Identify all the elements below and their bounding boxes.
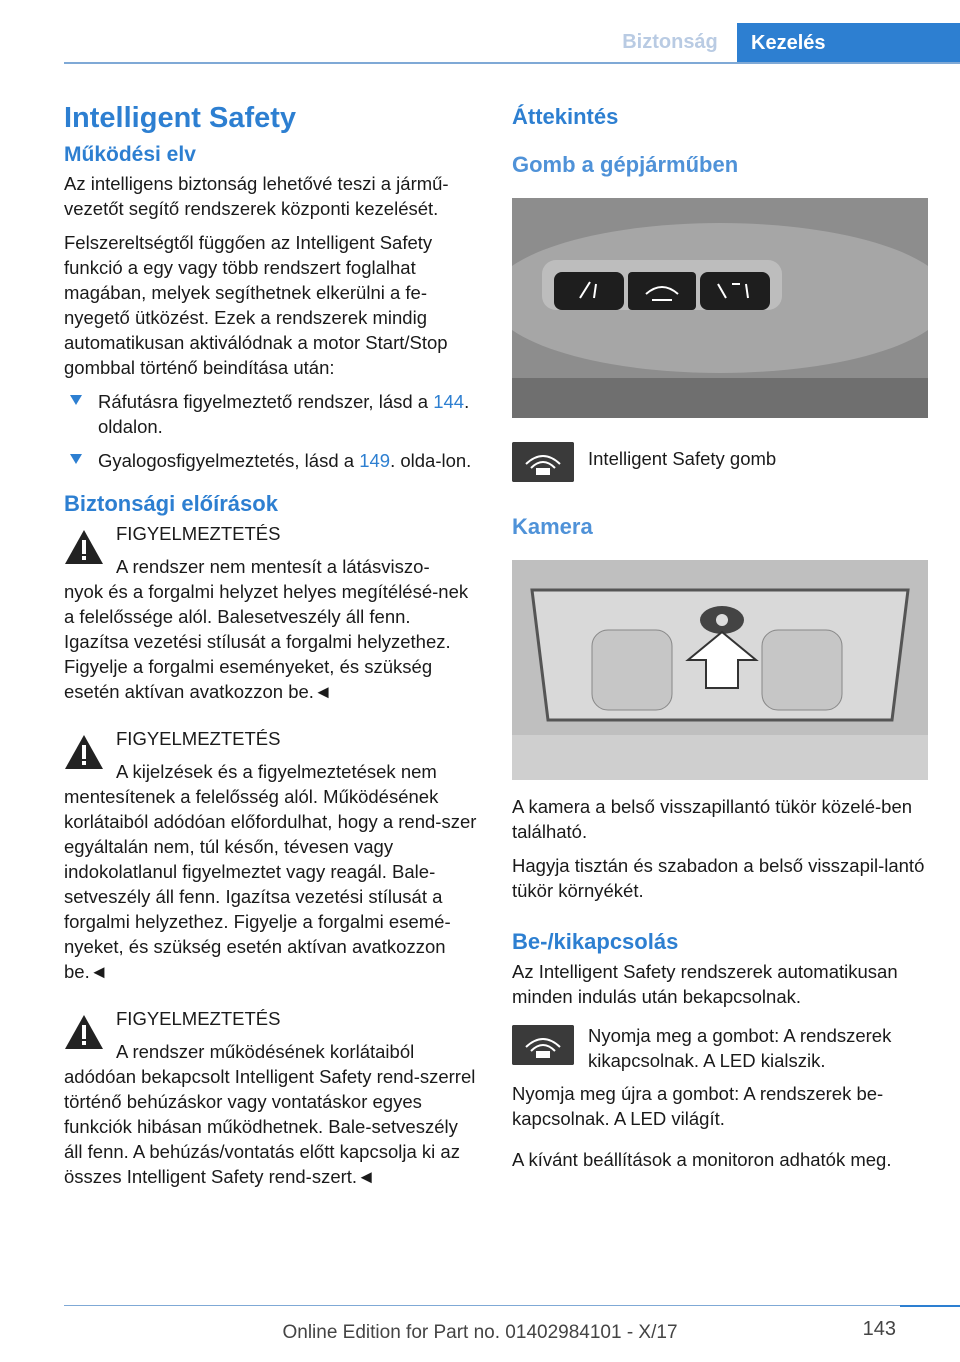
left-column	[64, 96, 480, 1205]
warning-text: A rendszer nem mentesít a látásviszo-	[116, 556, 430, 577]
icon-instruction-row	[512, 1023, 928, 1073]
intelligent-safety-button-icon	[512, 442, 574, 482]
warning-text: mentesítenek a felelősség alól. Működésének korlátaiból adódóan előfordulhat, hogy a rend-szer egyáltalán nem, túl későn, tévesen vagy indokolatlanul figyelmeztet vagy reagál. Bale-setveszély áll fenn. Igazítsa vezetési stílusát a forgalmi helyzethez. Figyelje a forgalmi esemé-nyeket, és szükség esetén aktívan avatkozzon be.◄	[64, 786, 477, 982]
footer-accent	[900, 1305, 960, 1307]
header-tab-biztonsag[interactable]: Biztonság	[622, 31, 718, 53]
button-panel-illustration	[512, 198, 928, 418]
paragraph: A kívánt beállítások a monitoron adhatók meg.	[512, 1149, 892, 1170]
bullet-text: Ráfutásra figyelmeztető rendszer, lásd a	[98, 391, 434, 412]
warning-triangle-icon	[64, 734, 104, 770]
instruction-text: Nyomja meg a gombot: A rendszerek kikapcsolnak. A LED kialszik.	[588, 1025, 892, 1071]
camera-location-illustration	[512, 560, 928, 780]
warning-heading: FIGYELMEZTETÉS	[116, 1008, 281, 1029]
paragraph: Az intelligens biztonság lehetővé teszi a jármű-vezetőt segítő rendszerek központi kezelését.	[64, 173, 449, 219]
warning-heading: FIGYELMEZTETÉS	[116, 728, 281, 749]
warning-text: A rendszer működésének korlátaiból	[116, 1041, 415, 1062]
bullet-item	[64, 448, 480, 473]
paragraph: Hagyja tisztán és szabadon a belső visszapil-lantó tükör környékét.	[512, 855, 925, 901]
paragraph: A kamera a belső visszapillantó tükör közelé-ben található.	[512, 796, 913, 842]
page-title: Intelligent Safety	[64, 102, 297, 134]
bullet-triangle-icon	[70, 454, 82, 464]
heading-onoff: Be-/kikapcsolás	[512, 929, 679, 954]
warning-heading: FIGYELMEZTETÉS	[116, 523, 281, 544]
heading-overview: Áttekintés	[512, 104, 619, 129]
paragraph: Felszereltségtől függően az Intelligent Safety funkció a egy vagy több rendszert foglalhat magában, melyek segíthetnek elkerülni a fe-nyegető ütközést. Ezek a rendszerek mindig automatikusan aktiválódnak a motor Start/Stop gombbal történő beindítása után:	[64, 232, 448, 378]
warning-triangle-icon	[64, 529, 104, 565]
intelligent-safety-button-icon	[512, 1025, 574, 1065]
heading-camera: Kamera	[512, 514, 593, 539]
bullet-item	[64, 389, 480, 439]
warning-block	[64, 1006, 480, 1189]
paragraph: Az Intelligent Safety rendszerek automatikusan minden indulás után bekapcsolnak.	[512, 961, 898, 1007]
footer-rule	[64, 1305, 928, 1306]
edition-note: Online Edition for Part no. 01402984101 - X/17	[282, 1322, 678, 1343]
heading-safety: Biztonsági előírások	[64, 491, 278, 516]
page-link-149[interactable]: 149	[359, 450, 391, 471]
warning-block	[64, 521, 480, 704]
camera-photo	[512, 560, 928, 780]
heading-button: Gomb a gépjárműben	[512, 152, 739, 177]
warning-triangle-icon	[64, 1014, 104, 1050]
page-number: 143	[862, 1318, 896, 1340]
page-link-144[interactable]: 144	[433, 391, 465, 412]
warning-text: adódóan bekapcsolt Intelligent Safety rend-szerrel történő behúzáskor vagy vontatáskor egyes funkciók hibásan működhetnek. Bale-setveszély áll fenn. A behúzás/vontatás előtt kapcsolja ki az összes Intelligent Safety rend-szert.◄	[64, 1066, 476, 1187]
warning-text: nyok és a forgalmi helyzet helyes megítélésé-nek a felelőssége alól. Balesetveszély áll fenn. Igazítsa vezetési stílusát a forgalmi helyzethez. Figyelje a forgalmi eseményeket, és szükség esetén aktívan avatkozzon be.◄	[64, 581, 469, 702]
header-tab-kezeles[interactable]: Kezelés	[737, 23, 960, 63]
bullet-triangle-icon	[70, 395, 82, 405]
header-rule	[64, 62, 960, 64]
bullet-text: . olda-lon.	[390, 450, 472, 471]
bullet-text: Gyalogosfigyelmeztetés, lásd a	[98, 450, 360, 471]
warning-block	[64, 726, 480, 984]
bullet-text: . oldalon.	[98, 391, 470, 437]
warning-text: A kijelzések és a figyelmeztetések nem	[116, 761, 437, 782]
heading-principle: Működési elv	[64, 143, 196, 166]
paragraph: Nyomja meg újra a gombot: A rendszerek be-kapcsolnak. A LED világít.	[512, 1083, 884, 1129]
button-photo	[512, 198, 928, 418]
right-column	[512, 96, 928, 1181]
icon-caption-row	[512, 440, 928, 484]
icon-caption: Intelligent Safety gomb	[588, 448, 777, 469]
